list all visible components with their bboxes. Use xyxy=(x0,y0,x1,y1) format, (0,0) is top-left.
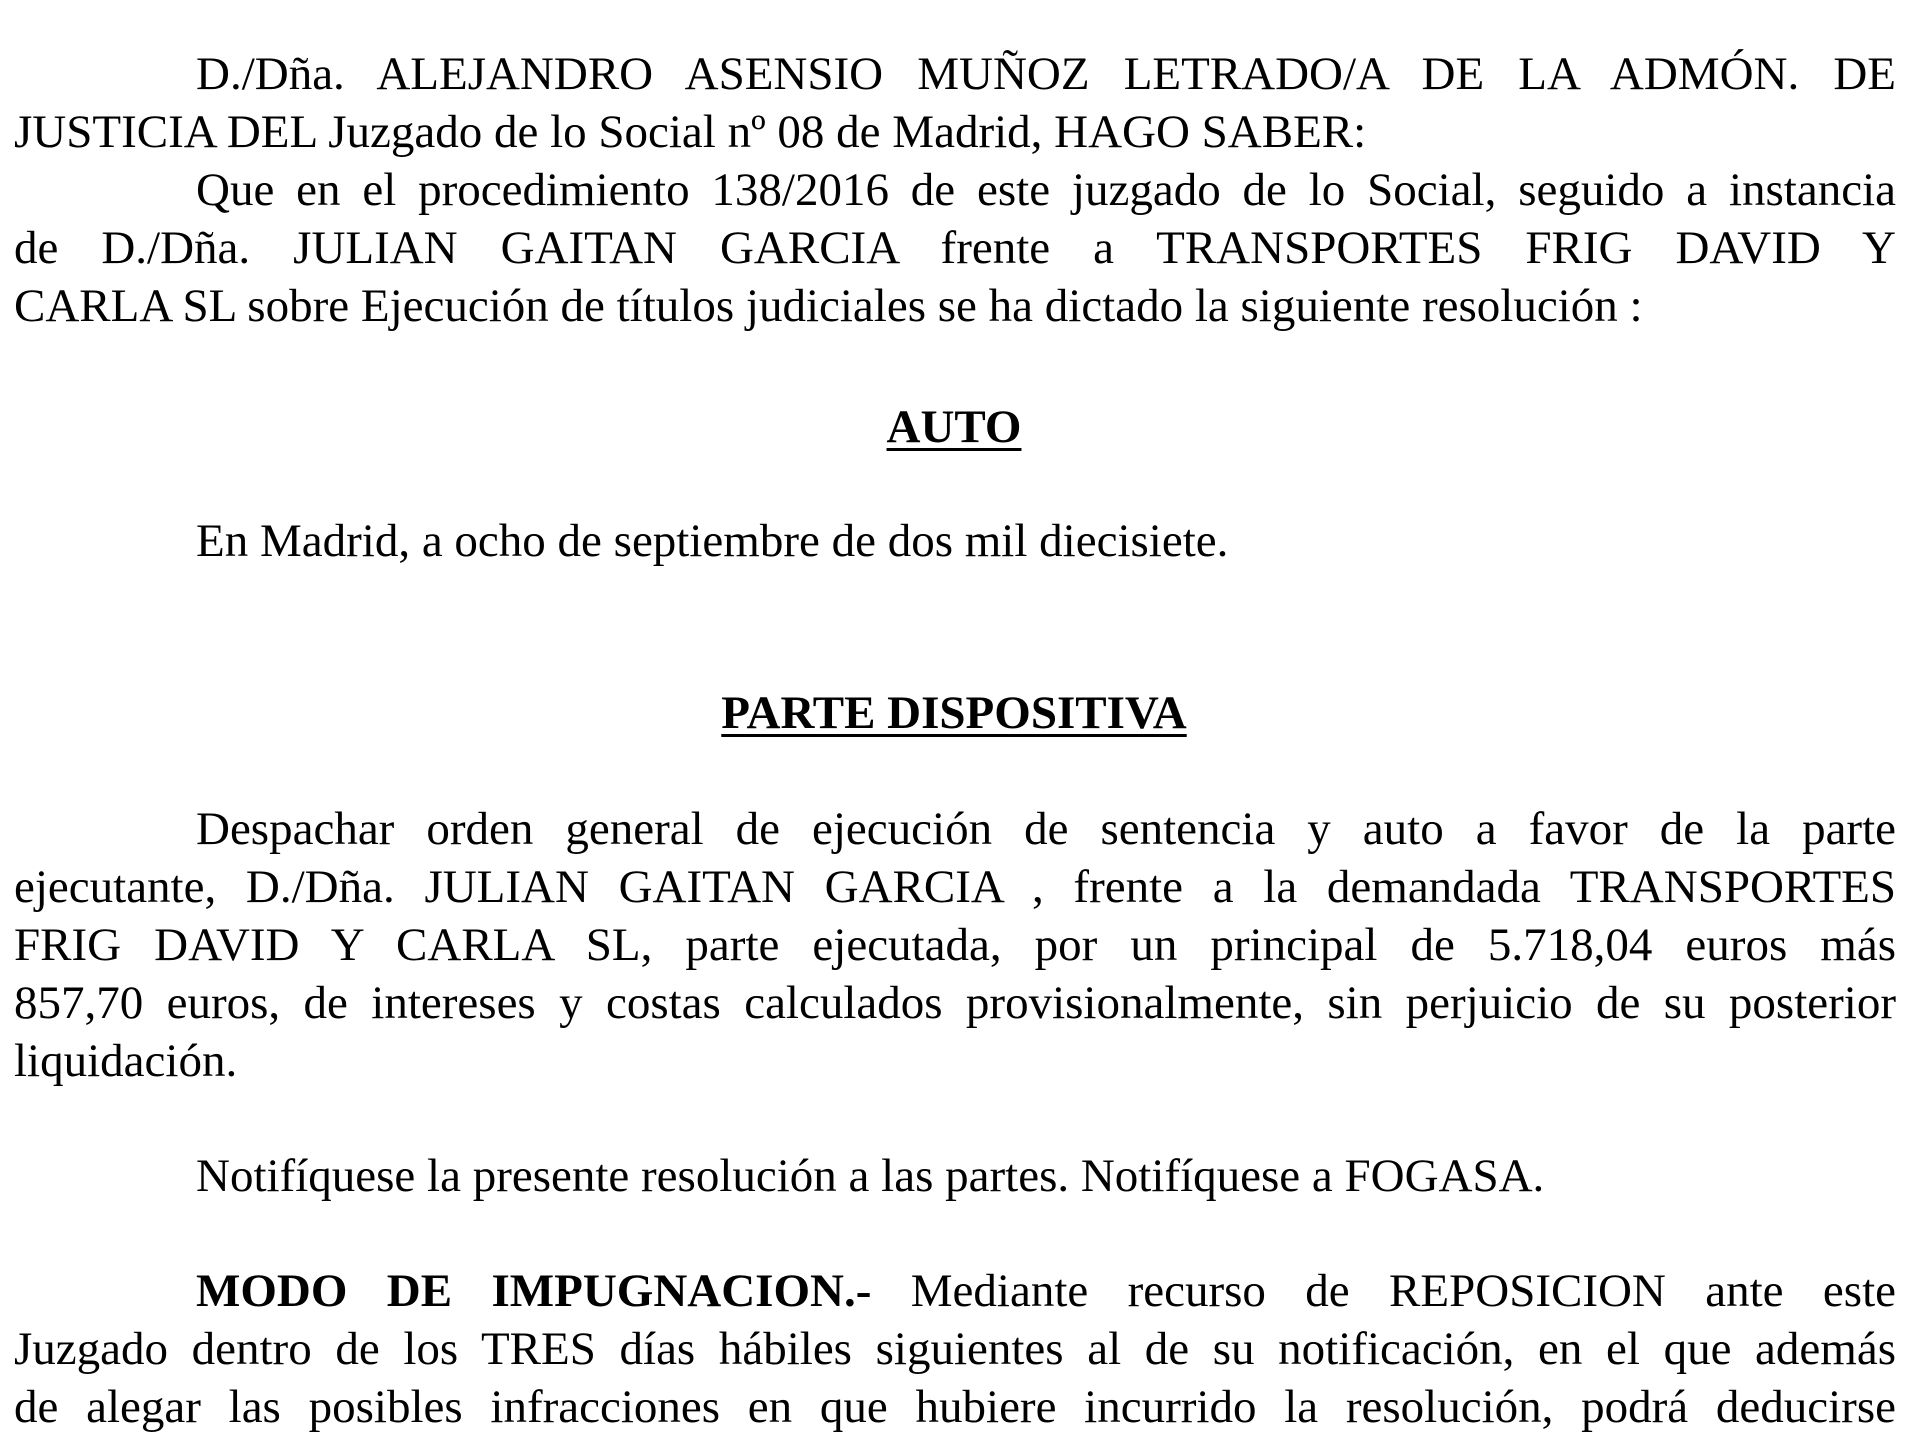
procedure-line-3: CARLA SL sobre Ejecución de títulos judiciales se ha dictado la siguiente resolución : xyxy=(14,280,1643,332)
procedure-line-1: Que en el procedimiento 138/2016 de este juzgado de lo Social, seguido a instancia xyxy=(196,164,1896,216)
dispositiva-block xyxy=(14,800,1896,1090)
dispositiva-line-2: ejecutante, D./Dña. JULIAN GAITAN GARCIA , frente a la demandada TRANSPORTES xyxy=(14,861,1896,913)
dispositiva-line-1: Despachar orden general de ejecución de sentencia y auto a favor de la parte xyxy=(196,803,1896,855)
dispositiva-line-3: FRIG DAVID Y CARLA SL, parte ejecutada, por un principal de 5.718,04 euros más xyxy=(14,919,1896,971)
intro-line-1: D./Dña. ALEJANDRO ASENSIO MUÑOZ LETRADO/A DE LA ADMÓN. DE xyxy=(196,48,1896,100)
date-block xyxy=(14,512,1896,570)
dispositiva-line-5: liquidación. xyxy=(14,1035,238,1087)
intro-line-2: JUSTICIA DEL Juzgado de lo Social nº 08 de Madrid, HAGO SABER: xyxy=(14,106,1367,158)
intro-block xyxy=(14,45,1896,335)
impugnacion-label: MODO DE IMPUGNACION.- xyxy=(196,1265,872,1317)
date-line: En Madrid, a ocho de septiembre de dos mil diecisiete. xyxy=(196,515,1229,567)
notify-line: Notifíquese la presente resolución a las partes. Notifíquese a FOGASA. xyxy=(196,1150,1545,1202)
auto-heading: AUTO xyxy=(886,401,1022,453)
impugnacion-line-2: Juzgado dentro de los TRES días hábiles siguientes al de su notificación, en el que además xyxy=(14,1323,1896,1375)
dispositiva-line-4: 857,70 euros, de intereses y costas calculados provisionalmente, sin perjuicio de su posterior xyxy=(14,977,1896,1029)
impugnacion-line-1 xyxy=(14,1262,1896,1320)
notify-block xyxy=(14,1147,1896,1205)
procedure-line-2: de D./Dña. JULIAN GAITAN GARCIA frente a TRANSPORTES FRIG DAVID Y xyxy=(14,222,1896,274)
impugnacion-block xyxy=(14,1262,1896,1436)
dispositiva-heading: PARTE DISPOSITIVA xyxy=(721,687,1187,739)
impugnacion-line-3: de alegar las posibles infracciones en que hubiere incurrido la resolución, podrá deducirse xyxy=(14,1381,1896,1433)
impugnacion-line-1-text: Mediante recurso de REPOSICION ante este xyxy=(871,1265,1896,1317)
